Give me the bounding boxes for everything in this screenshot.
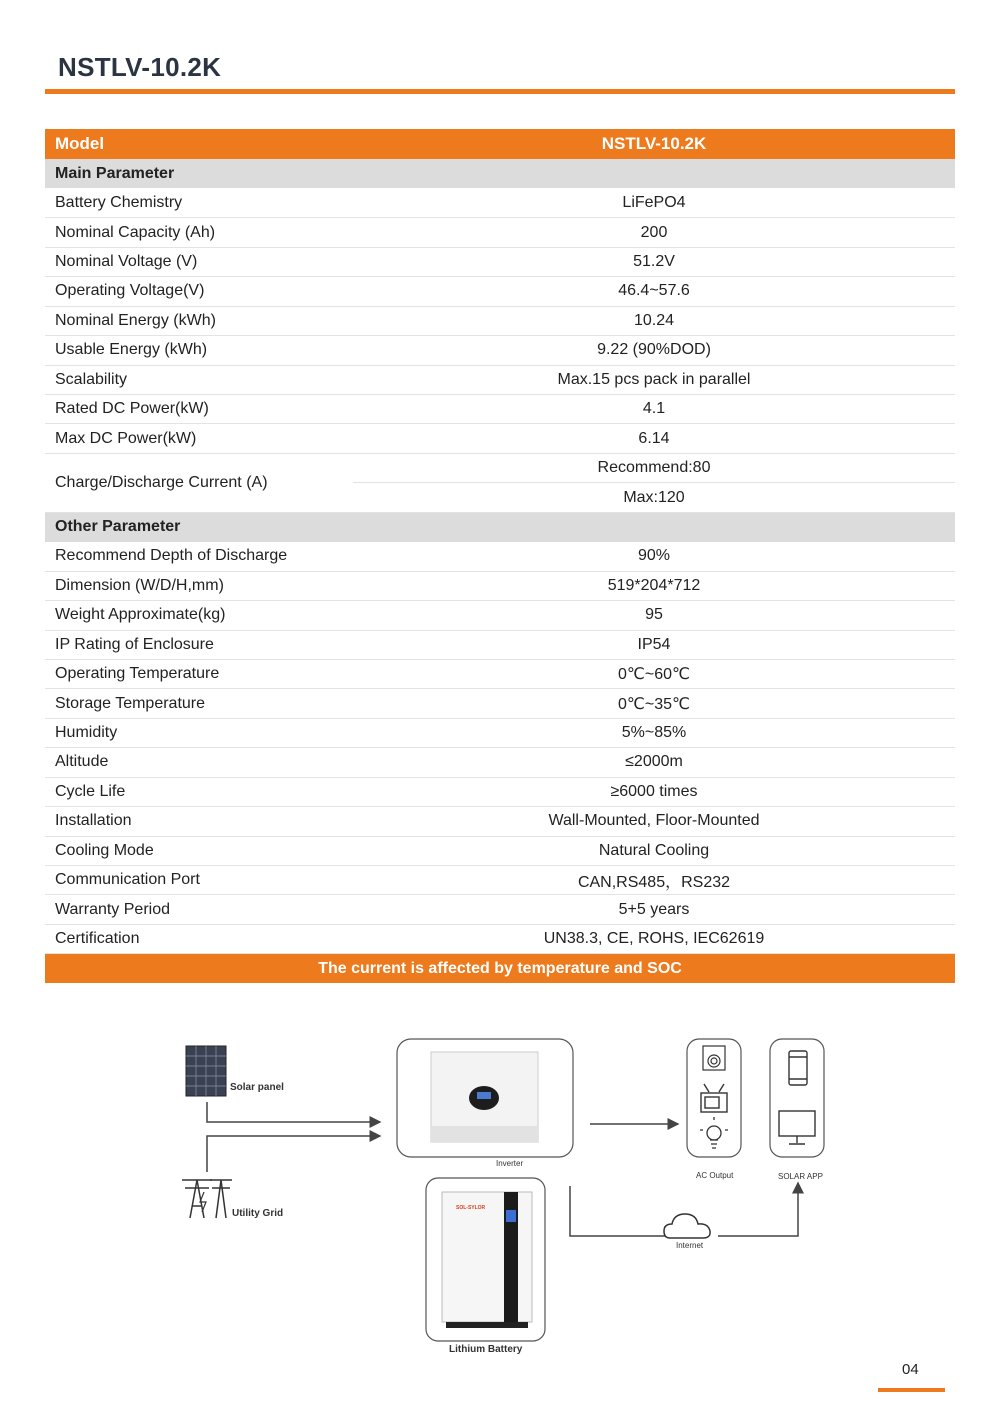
row-value: 200	[353, 218, 955, 247]
row-label: IP Rating of Enclosure	[45, 630, 353, 659]
row-label: Nominal Energy (kWh)	[45, 306, 353, 335]
row-label: Rated DC Power(kW)	[45, 395, 353, 424]
row-label: Certification	[45, 924, 353, 953]
row-label: Charge/Discharge Current (A)	[45, 453, 353, 512]
row-label: Battery Chemistry	[45, 188, 353, 217]
lithium-battery-label: Lithium Battery	[449, 1344, 523, 1355]
table-row	[45, 807, 955, 836]
table-note: The current is affected by temperature and SOC	[45, 954, 955, 983]
table-row	[45, 542, 955, 571]
row-value: 46.4~57.6	[353, 277, 955, 306]
row-value: 5+5 years	[353, 895, 955, 924]
table-row	[45, 866, 955, 895]
row-label: Dimension (W/D/H,mm)	[45, 571, 353, 600]
table-row	[45, 718, 955, 747]
row-label: Scalability	[45, 365, 353, 394]
row-value: UN38.3, CE, ROHS, IEC62619	[353, 924, 955, 953]
row-value: 519*204*712	[353, 571, 955, 600]
section-title: Other Parameter	[45, 512, 955, 541]
header-model-label: Model	[45, 129, 353, 159]
table-row	[45, 924, 955, 953]
battery-brand-label: SOL-SYLOR	[456, 1205, 486, 1211]
row-label: Storage Temperature	[45, 689, 353, 718]
table-row	[45, 689, 955, 718]
row-label: Warranty Period	[45, 895, 353, 924]
solar-panel-icon	[186, 1046, 226, 1096]
row-value: ≥6000 times	[353, 777, 955, 806]
row-label: Altitude	[45, 748, 353, 777]
row-value: ≤2000m	[353, 748, 955, 777]
row-value-recommend: Recommend:80	[353, 453, 955, 482]
row-label: Nominal Voltage (V)	[45, 247, 353, 276]
table-row	[45, 630, 955, 659]
utility-grid-label: Utility Grid	[232, 1208, 284, 1219]
row-value: 0℃~35℃	[353, 689, 955, 718]
title-underline	[45, 89, 955, 94]
row-value: 5%~85%	[353, 718, 955, 747]
row-value: 4.1	[353, 395, 955, 424]
page-number-underline	[878, 1388, 945, 1392]
row-value: 51.2V	[353, 247, 955, 276]
table-row	[45, 601, 955, 630]
inverter-icon	[431, 1052, 538, 1142]
solar-panel-label: Solar panel	[230, 1082, 284, 1093]
row-value: 10.24	[353, 306, 955, 335]
row-label: Installation	[45, 807, 353, 836]
table-row	[45, 748, 955, 777]
table-row	[45, 306, 955, 335]
row-label: Humidity	[45, 718, 353, 747]
row-value: Wall-Mounted, Floor-Mounted	[353, 807, 955, 836]
table-row	[45, 659, 955, 688]
section-main-parameter	[45, 159, 955, 188]
row-label: Weight Approximate(kg)	[45, 601, 353, 630]
cloud-icon	[664, 1214, 710, 1238]
row-label: Operating Voltage(V)	[45, 277, 353, 306]
row-value: 6.14	[353, 424, 955, 453]
system-diagram	[170, 1030, 840, 1370]
table-row	[45, 365, 955, 394]
table-row	[45, 247, 955, 276]
section-other-parameter	[45, 512, 955, 541]
table-header-row	[45, 129, 955, 159]
row-label: Recommend Depth of Discharge	[45, 542, 353, 571]
row-label: Nominal Capacity (Ah)	[45, 218, 353, 247]
row-label: Max DC Power(kW)	[45, 424, 353, 453]
row-value: Max.15 pcs pack in parallel	[353, 365, 955, 394]
row-label: Usable Energy (kWh)	[45, 336, 353, 365]
ac-output-label: AC Output	[696, 1171, 734, 1180]
row-value-max: Max:120	[353, 483, 955, 512]
internet-label: Internet	[676, 1241, 704, 1250]
diagram-lines	[170, 1030, 840, 1370]
table-row	[45, 218, 955, 247]
row-label: Cycle Life	[45, 777, 353, 806]
table-row	[45, 395, 955, 424]
table-row	[45, 277, 955, 306]
row-value: 9.22 (90%DOD)	[353, 336, 955, 365]
row-value: 0℃~60℃	[353, 659, 955, 688]
page-title: NSTLV-10.2K	[58, 52, 222, 82]
table-row	[45, 895, 955, 924]
inverter-label: Inverter	[496, 1159, 524, 1168]
utility-tower-icon	[182, 1180, 232, 1218]
table-row	[45, 571, 955, 600]
row-value: CAN,RS485，RS232	[353, 866, 955, 895]
table-row	[45, 336, 955, 365]
row-value: 95	[353, 601, 955, 630]
table-row	[45, 424, 955, 453]
header-model-value: NSTLV-10.2K	[353, 129, 955, 159]
table-note-row	[45, 954, 955, 983]
row-value: Natural Cooling	[353, 836, 955, 865]
row-label: Operating Temperature	[45, 659, 353, 688]
spec-table	[45, 129, 955, 983]
row-value: IP54	[353, 630, 955, 659]
row-value: LiFePO4	[353, 188, 955, 217]
battery-icon	[442, 1192, 532, 1328]
table-row	[45, 188, 955, 217]
row-value: 90%	[353, 542, 955, 571]
row-label: Cooling Mode	[45, 836, 353, 865]
solar-app-label: SOLAR APP	[778, 1172, 823, 1181]
table-row	[45, 777, 955, 806]
table-row	[45, 453, 955, 482]
row-label: Communication Port	[45, 866, 353, 895]
page-number: 04	[902, 1361, 919, 1378]
table-row	[45, 836, 955, 865]
section-title: Main Parameter	[45, 159, 955, 188]
